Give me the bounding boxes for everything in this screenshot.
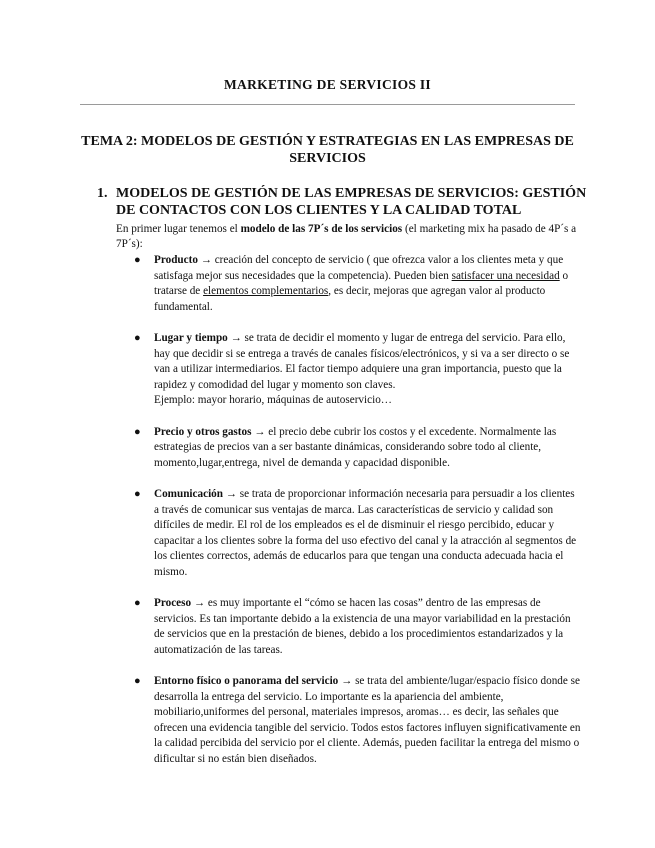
item-underline: satisfacer una necesidad	[451, 269, 560, 282]
item-label: Comunicación	[154, 488, 223, 500]
item-label: Entorno físico o panorama del servicio	[154, 675, 339, 687]
item-label: Proceso	[154, 597, 192, 609]
section-title: MODELOS DE GESTIÓN DE LAS EMPRESAS DE SERVICIOS: GESTIÓN DE CONTACTOS CON LOS CLIENTES Y LA CALIDAD TOTAL	[116, 186, 587, 218]
bullet-icon: ●	[134, 425, 141, 438]
document-title: MARKETING DE SERVICIOS II	[224, 77, 431, 92]
item-label: Producto	[154, 254, 198, 266]
list-item-proceso	[116, 596, 581, 658]
list-item-comunicacion	[116, 487, 581, 580]
item-example: Ejemplo: mayor horario, máquinas de autoservicio…	[154, 394, 392, 406]
section-number: 1.	[97, 186, 108, 201]
item-label: Lugar y tiempo	[154, 332, 228, 344]
intro-bold: modelo de las 7P´s de los servicios	[240, 223, 403, 235]
item-text: o tratarse de	[154, 269, 569, 297]
list-item-precio	[116, 425, 581, 472]
item-label: Precio y otros gastos	[154, 425, 252, 438]
bullet-icon: ●	[134, 488, 141, 500]
list-item-producto	[116, 253, 581, 315]
item-text: → se trata de decidir el momento y lugar de entrega del servicio. Para ello, hay que decidir si se entrega a través de canales físicos/electrónicos, y si va a ser directo o se van a utilizar intermediarios. El factor tiempo adquiere una gran importancia, puesto que la rapidez y comodidad del lugar y momento son claves.	[154, 332, 570, 391]
item-text: → se trata de proporcionar información necesaria para persuadir a los clientes a través de comunicar sus ventajas de marca. Las características de servicio y calidad son difíciles de medir. El rol de los empleados es el de disminuir el riesgo percibido, educar y capacitar a los clientes sobre la forma del uso efectivo del canal y la atracción al segmentos de los clientes correctos, además de educarlos para que tengan una conducta adecuada hacia el mismo.	[154, 488, 577, 578]
item-text: → se trata del ambiente/lugar/espacio físico donde se desarrolla la entrega del servicio. Lo importante es la apariencia del ambiente, mobiliario,uniformes del personal, materiales impresos, aromas… es decir, las señales que ofrecen una evidencia tangible del servicio. Todos estos factores influyen significativamente en la calidad percibida del servicio por el cliente. Además, pueden facilitar la entrega del mismo o dificultar si no están bien diseñados.	[154, 675, 581, 765]
section-heading	[97, 185, 587, 219]
bullet-icon: ●	[134, 597, 141, 609]
item-underline: elementos complementarios	[203, 285, 329, 297]
item-text: → el precio debe cubrir los costos y el excedente. Normalmente las estrategias de precios van a ser bastante dinámicas, considerando sobre todo al cliente, momento,lugar,entrega, nivel de demanda y capacidad disponible.	[154, 425, 557, 469]
item-text: , es decir, mejoras que agregan valor al producto fundamental.	[154, 285, 546, 313]
bullet-icon: ●	[134, 254, 141, 266]
list-item-entorno	[116, 674, 581, 767]
item-text: → es muy importante el “cómo se hacen las cosas” dentro de las empresas de servicios. Es tan importante debido a la existencia de una mayor variabilidad en la prestación de servicios que en la prestación de bienes, debido a los procedimientos estandarizados y la automatización de las tareas.	[154, 597, 571, 656]
item-text: → creación del concepto de servicio ( que ofrezca valor a los clientes meta y que satisfaga mejor sus necesidades que la competencia). Pueden bien	[154, 254, 564, 282]
intro-text: En primer lugar tenemos el	[116, 223, 241, 235]
intro-text-end: (el marketing mix ha pasado de 4P´s a 7P´s):	[116, 223, 577, 250]
title-divider	[80, 104, 575, 105]
section-intro	[116, 222, 581, 252]
bullet-icon: ●	[134, 675, 141, 687]
tema-heading: TEMA 2: MODELOS DE GESTIÓN Y ESTRATEGIAS EN LAS EMPRESAS DE SERVICIOS	[81, 134, 574, 166]
bullet-icon: ●	[134, 332, 141, 344]
p-list	[116, 253, 581, 783]
list-item-lugar	[116, 331, 581, 409]
